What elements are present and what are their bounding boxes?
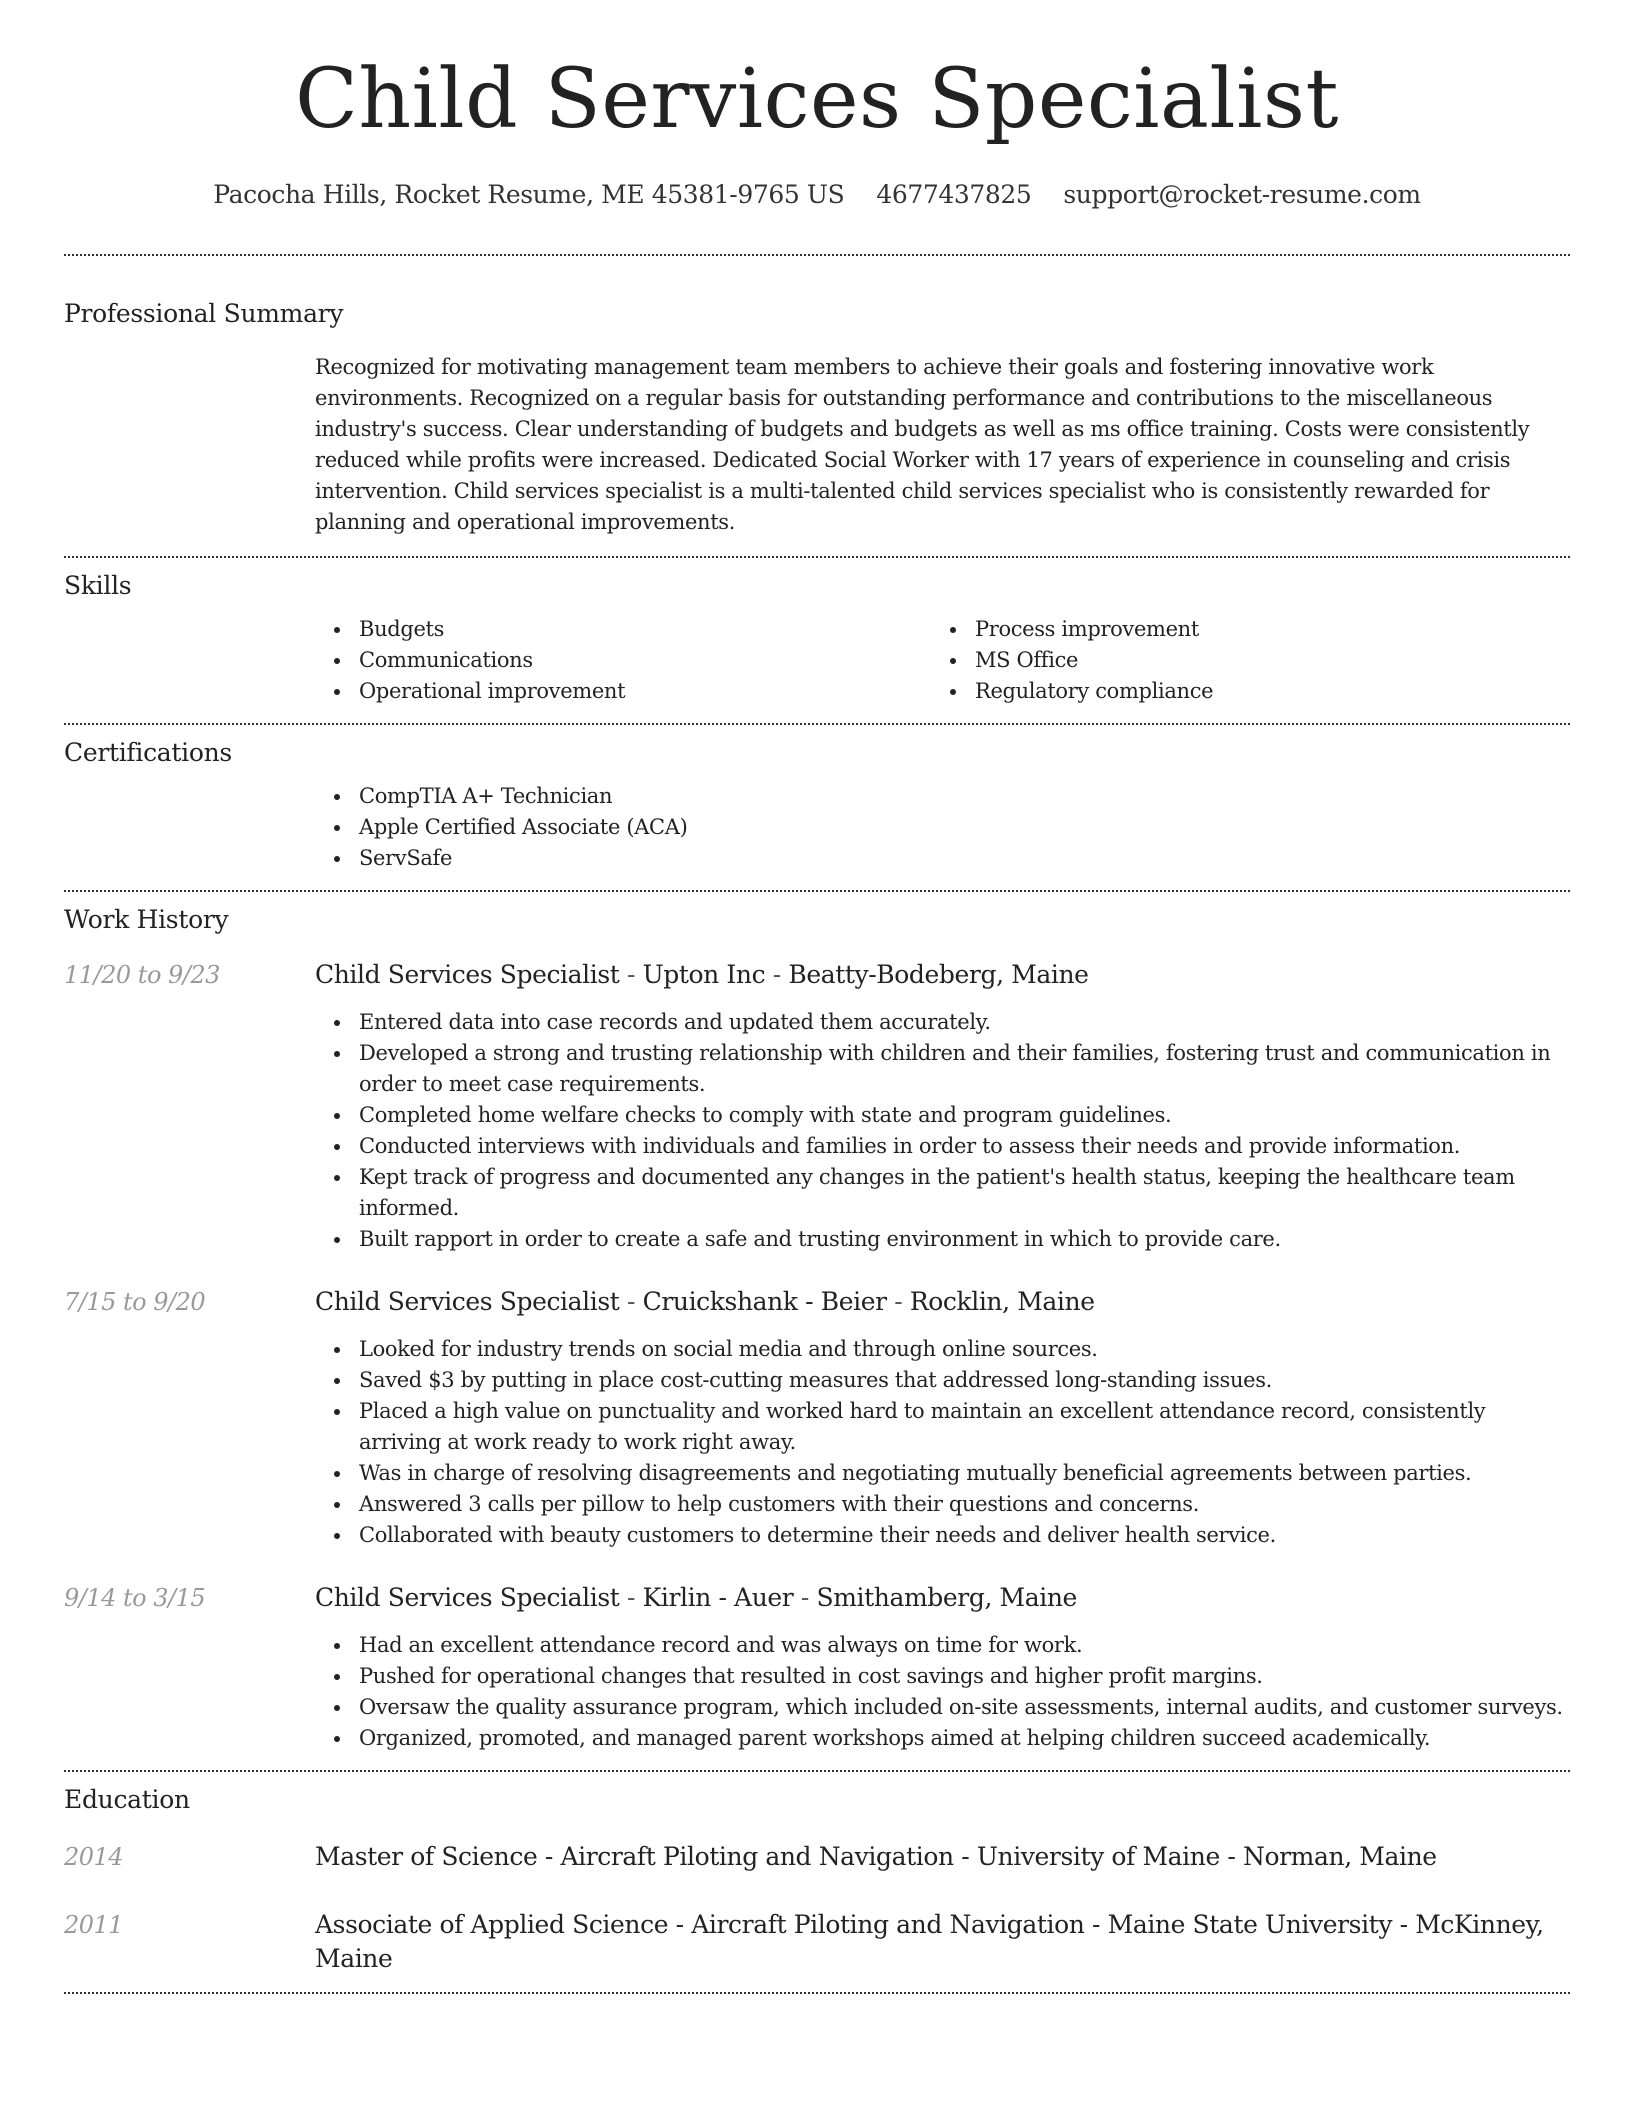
contact-line: [64, 178, 1570, 212]
summary-text: Recognized for motivating management team members to achieve their goals and fostering innovative work environments. Recognized on a regular basis for outstanding performance and contributions to the miscellaneous industry's success. Clear understanding of budgets and budgets as well as ms office training. Costs were consistently reduced while profits were increased. Dedicated Social Worker with 17 years of experience in counseling and crisis intervention. Child services specialist is a multi-talented child services specialist who is consistently rewarded for planning and operational improvements.: [315, 355, 1530, 534]
job-role: Child Services Specialist: [315, 960, 620, 989]
job-header: [64, 1285, 1570, 1319]
address: Pacocha Hills, Rocket Resume, ME 45381-9765 US: [213, 180, 845, 209]
divider: [64, 254, 1570, 256]
candidate-name: Child Services Specialist: [295, 52, 1339, 147]
job-bullet: Saved $3 by putting in place cost-cutting measures that addressed long-standing issues.: [315, 1365, 1570, 1396]
job-bullets: [315, 1334, 1570, 1551]
job-entry: [64, 958, 1570, 1255]
job-bullet: Kept track of progress and documented any changes in the patient's health status, keeping the healthcare team informed.: [315, 1162, 1570, 1224]
skill-item: Communications: [315, 645, 931, 676]
job-bullet: Had an excellent attendance record and was always on time for work.: [315, 1630, 1570, 1661]
job-bullet: Organized, promoted, and managed parent workshops aimed at helping children succeed academically.: [315, 1723, 1570, 1754]
separator: -: [619, 1287, 643, 1316]
job-bullet: Oversaw the quality assurance program, which included on-site assessments, internal audits, and customer surveys.: [315, 1692, 1570, 1723]
skill-item: Regulatory compliance: [931, 676, 1547, 707]
education-year: 2011: [64, 1911, 124, 1939]
divider: [64, 1770, 1570, 1772]
phone: 4677437825: [876, 180, 1032, 209]
divider: [64, 723, 1570, 725]
job-entry: [64, 1581, 1570, 1754]
job-bullet: Was in charge of resolving disagreements and negotiating mutually beneficial agreements between parties.: [315, 1458, 1570, 1489]
job-bullet: Answered 3 calls per pillow to help customers with their questions and concerns.: [315, 1489, 1570, 1520]
job-bullets: [315, 1007, 1570, 1255]
certification-item: Apple Certified Associate (ACA): [315, 812, 1570, 843]
section-title-education: Education: [64, 1785, 190, 1814]
summary-section: [64, 298, 1570, 538]
job-bullets: [315, 1630, 1570, 1754]
job-title: [315, 1285, 1570, 1319]
job-header: [64, 958, 1570, 992]
job-bullet: Developed a strong and trusting relationship with children and their families, fostering trust and communication in order to meet case requirements.: [315, 1038, 1570, 1100]
skill-item: MS Office: [931, 645, 1547, 676]
job-bullet: Looked for industry trends on social media and through online sources.: [315, 1334, 1570, 1365]
job-bullet: Collaborated with beauty customers to determine their needs and deliver health service.: [315, 1520, 1570, 1551]
job-location: Rocklin, Maine: [909, 1287, 1095, 1316]
job-dates: 9/14 to 3/15: [64, 1584, 206, 1612]
job-bullet: Pushed for operational changes that resulted in cost savings and higher profit margins.: [315, 1661, 1570, 1692]
work-history-section: [64, 904, 1570, 1754]
job-location: Smithamberg, Maine: [816, 1583, 1077, 1612]
job-dates: 11/20 to 9/23: [64, 961, 220, 989]
job-title: [315, 958, 1570, 992]
certification-item: ServSafe: [315, 843, 1570, 874]
skills-list-left: [315, 614, 931, 707]
certifications-list: [315, 781, 1570, 874]
separator: -: [886, 1287, 910, 1316]
separator: -: [619, 1583, 643, 1612]
skills-section: [64, 570, 1570, 707]
education-degree: Master of Science - Aircraft Piloting and Navigation - University of Maine - Norman, Maine: [315, 1842, 1437, 1871]
job-company: Kirlin - Auer: [642, 1583, 794, 1612]
resume-header: [64, 0, 1570, 212]
job-title: [315, 1581, 1570, 1615]
section-title-summary: Professional Summary: [64, 299, 344, 328]
job-location: Beatty-Bodeberg, Maine: [788, 960, 1089, 989]
job-dates: 7/15 to 9/20: [64, 1288, 206, 1316]
education-entry: [64, 1840, 1570, 1874]
job-entry: [64, 1285, 1570, 1551]
email: support@rocket-resume.com: [1063, 180, 1421, 209]
education-year: 2014: [64, 1843, 124, 1871]
skill-item: Process improvement: [931, 614, 1547, 645]
job-bullet: Built rapport in order to create a safe and trusting environment in which to provide care.: [315, 1224, 1570, 1255]
skills-list-right: [931, 614, 1547, 707]
section-title-certifications: Certifications: [64, 738, 232, 767]
section-title-work-history: Work History: [64, 905, 229, 934]
skill-item: Budgets: [315, 614, 931, 645]
job-bullet: Completed home welfare checks to comply with state and program guidelines.: [315, 1100, 1570, 1131]
separator: -: [619, 960, 643, 989]
separator: -: [765, 960, 789, 989]
job-role: Child Services Specialist: [315, 1287, 620, 1316]
job-bullet: Conducted interviews with individuals and families in order to assess their needs and provide information.: [315, 1131, 1570, 1162]
job-company: Upton Inc: [642, 960, 766, 989]
skill-item: Operational improvement: [315, 676, 931, 707]
job-company: Cruickshank - Beier: [642, 1287, 887, 1316]
divider: [64, 1992, 1570, 1994]
job-bullet: Placed a high value on punctuality and worked hard to maintain an excellent attendance record, consistently arriving at work ready to work right away.: [315, 1396, 1570, 1458]
certification-item: CompTIA A+ Technician: [315, 781, 1570, 812]
job-role: Child Services Specialist: [315, 1583, 620, 1612]
divider: [64, 556, 1570, 558]
resume-page: [64, 0, 1570, 1994]
certifications-section: [64, 737, 1570, 874]
separator: -: [793, 1583, 817, 1612]
job-bullet: Entered data into case records and updated them accurately.: [315, 1007, 1570, 1038]
job-header: [64, 1581, 1570, 1615]
education-entry: [64, 1908, 1570, 1976]
section-title-skills: Skills: [64, 571, 132, 600]
divider: [64, 890, 1570, 892]
skills-grid: [315, 614, 1570, 707]
education-degree: Associate of Applied Science - Aircraft Piloting and Navigation - Maine State University - McKinney, Maine: [315, 1910, 1544, 1973]
education-section: [64, 1784, 1570, 1976]
